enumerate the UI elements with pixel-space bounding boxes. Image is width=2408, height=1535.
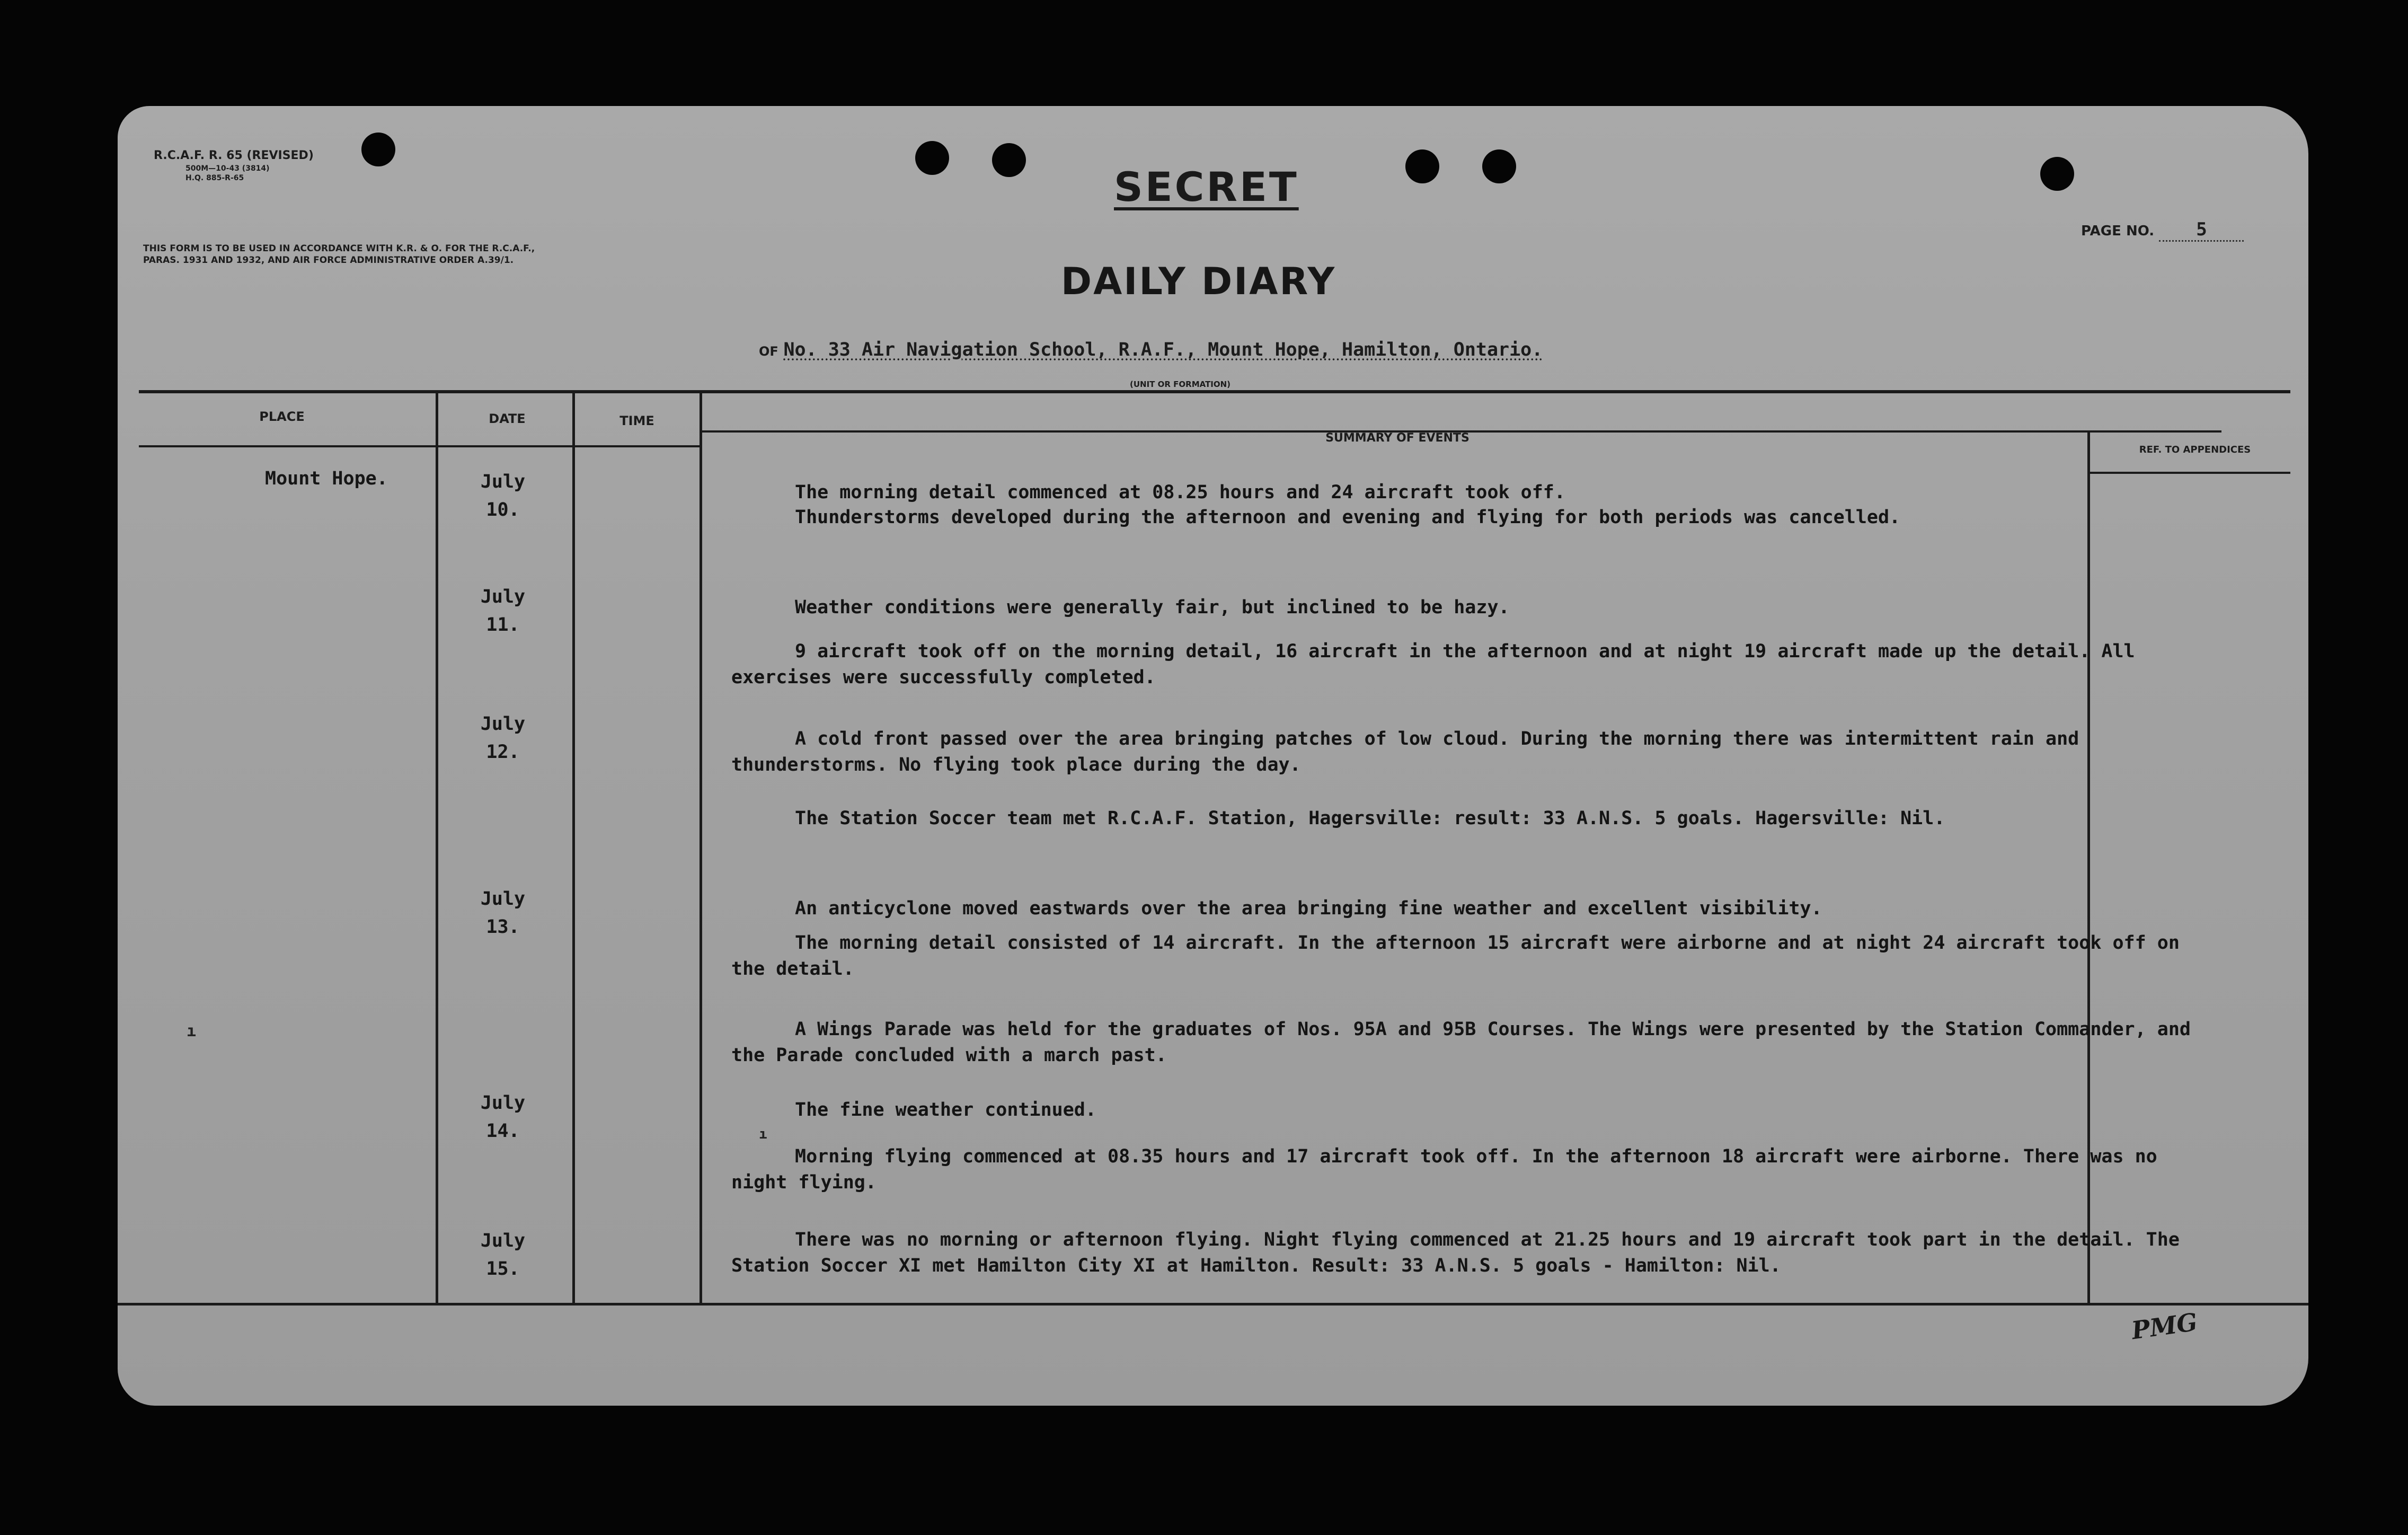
unit-caption: (UNIT OR FORMATION) [1130, 380, 1231, 389]
time-summary-divider [700, 390, 702, 1304]
form-instructions: THIS FORM IS TO BE USED IN ACCORDANCE WITH K.R. & O. FOR THE R.C.A.F., PARAS. 1931 AND 1932, AND AIR FORCE ADMINISTRATIVE ORDER A.39/1. [143, 243, 535, 266]
left-header-rule [139, 445, 701, 447]
table-top-rule [139, 390, 2290, 393]
punch-hole [2040, 157, 2074, 191]
punch-hole [1405, 149, 1439, 183]
column-header-ref: REF. TO APPENDICES [2139, 444, 2251, 455]
form-hq-code: H.Q. 885-R-65 [185, 173, 244, 182]
handwritten-initials: PMG [2129, 1307, 2199, 1345]
column-header-date: DATE [489, 411, 526, 426]
date-time-divider [572, 390, 575, 1304]
punch-hole [992, 143, 1026, 177]
of-label: OF [759, 344, 778, 359]
date-entry: July 15. [480, 1230, 526, 1280]
ink-mark: ı [187, 1022, 197, 1040]
event-entry: The Station Soccer team met R.C.A.F. Station, Hagersville: result: 33 A.N.S. 5 goals. Hagersville: Nil. [795, 808, 1945, 829]
date-entry: July 11. [480, 586, 526, 636]
punch-hole [1482, 149, 1516, 183]
event-entry: Weather conditions were generally fair, but inclined to be hazy. [795, 597, 1510, 618]
page-number-value: 5 [2159, 219, 2244, 242]
date-entry: July 10. [480, 471, 526, 521]
unit-name: No. 33 Air Navigation School, R.A.F., Mount Hope, Hamilton, Ontario. [783, 339, 1543, 360]
classification-stamp: SECRET [1114, 163, 1299, 210]
unit-line [759, 339, 1543, 360]
page-title: DAILY DIARY [1061, 260, 1336, 303]
event-entry: A cold front passed over the area bringing patches of low cloud. During the morning there was intermittent rain and thunderstorms. No flying took place during the day. [731, 728, 2079, 775]
page-number-label: PAGE NO. [2081, 223, 2155, 239]
table-bottom-rule [118, 1303, 2308, 1305]
punch-hole [915, 141, 949, 175]
form-reference [154, 148, 314, 183]
date-entry: July 13. [480, 888, 526, 938]
date-entry: July 14. [480, 1092, 526, 1142]
diary-form [118, 106, 2308, 1406]
punch-hole [361, 133, 395, 166]
page-number-field [2081, 219, 2244, 242]
event-entry: A Wings Parade was held for the graduates of Nos. 95A and 95B Courses. The Wings were presented by the Station Commander, and the Parade concluded with a march past. [731, 1019, 2191, 1066]
date-entry: July 12. [480, 713, 526, 763]
ref-header-rule [2089, 472, 2290, 474]
event-entry: Morning flying commenced at 08.35 hours and 17 aircraft took off. In the afternoon 18 aircraft were airborne. There was no night flying. [731, 1146, 2157, 1193]
event-entry: 9 aircraft took off on the morning detail, 16 aircraft in the afternoon and at night 19 aircraft made up the detail. All exercises were successfully completed. [731, 641, 2135, 688]
event-entry: The fine weather continued. [795, 1099, 1096, 1121]
event-entry: The morning detail commenced at 08.25 hours and 24 aircraft took off. [795, 482, 1565, 503]
place-date-divider [436, 390, 438, 1304]
form-number: R.C.A.F. R. 65 (REVISED) [154, 149, 314, 162]
column-header-place: PLACE [259, 409, 305, 424]
column-header-summary: SUMMARY OF EVENTS [1325, 431, 1469, 445]
form-print-code: 500M—10-43 (3814) [185, 164, 270, 173]
event-entry: Thunderstorms developed during the afternoon and evening and flying for both periods was cancelled. [795, 507, 1901, 528]
column-header-time: TIME [619, 413, 654, 428]
event-entry: There was no morning or afternoon flying. Night flying commenced at 21.25 hours and 19 aircraft took part in the detail. The Station Soccer XI met Hamilton City XI at Hamilton. Result: 33 A.N.S. 5 goals - Hamilton: Nil. [731, 1229, 2180, 1276]
ink-mark: ı [759, 1126, 767, 1142]
event-entry: The morning detail consisted of 14 aircraft. In the afternoon 15 aircraft were airborne and at night 24 aircraft took off on the detail. [731, 932, 2180, 980]
place-entry: Mount Hope. [265, 468, 388, 489]
event-entry: An anticyclone moved eastwards over the area bringing fine weather and excellent visibility. [795, 898, 1822, 919]
